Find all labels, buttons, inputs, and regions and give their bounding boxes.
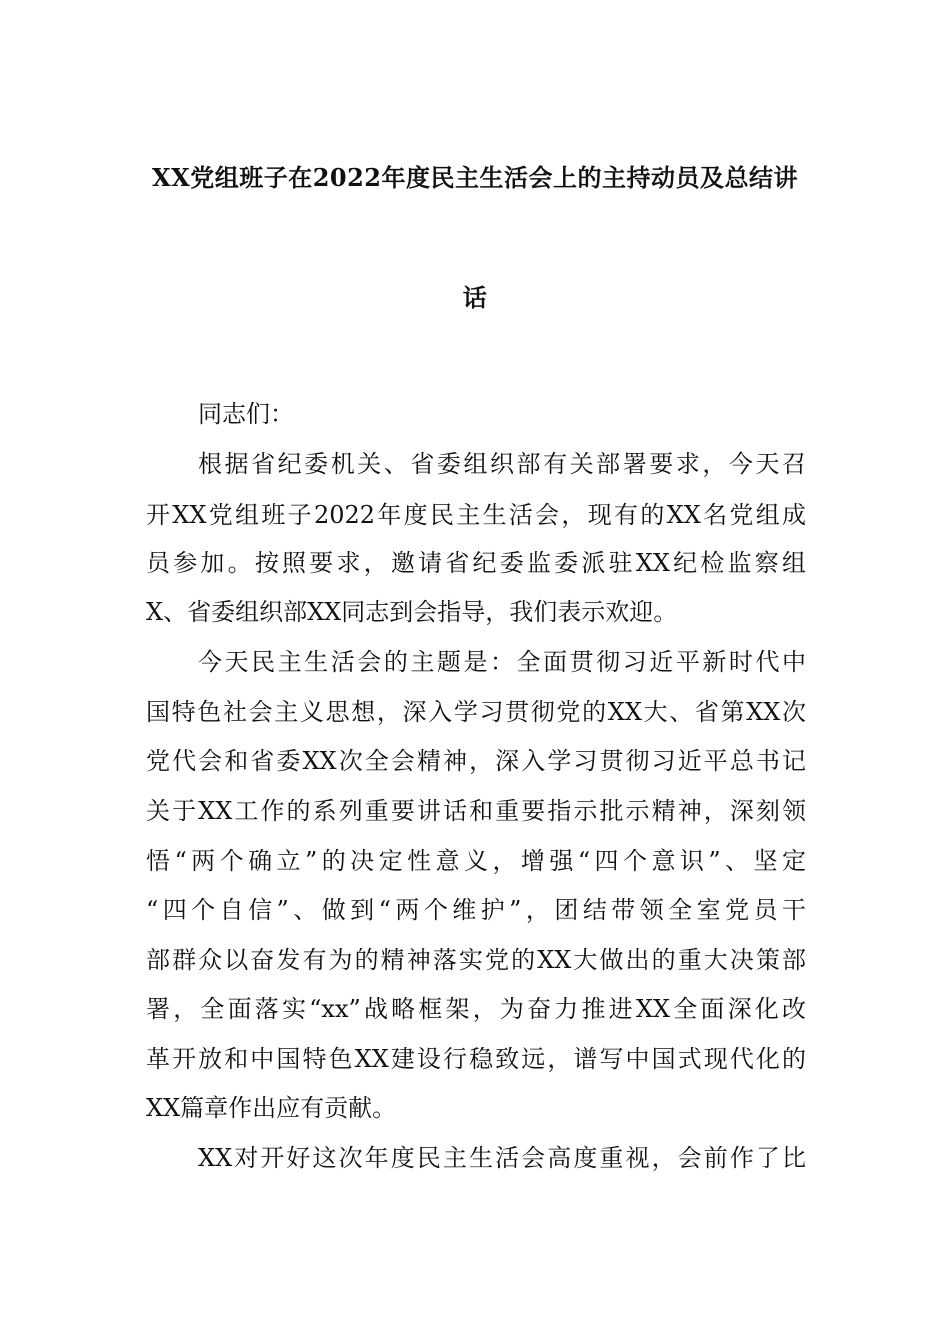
body-line: 根据省纪委机关、省委组织部有关部署要求，今天召	[198, 450, 806, 478]
body-line: 部群众以奋发有为的精神落实党的XX大做出的重大决策部	[146, 946, 806, 974]
body-line: XX篇章作出应有贡献。	[146, 1094, 397, 1122]
body-line: 署，全面落实“xx”战略框架，为奋力推进XX全面深化改	[146, 995, 806, 1023]
body-line: 悟“两个确立”的决定性意义，增强“四个意识”、坚定	[146, 847, 806, 875]
body-line: 革开放和中国特色XX建设行稳致远，谱写中国式现代化的	[146, 1045, 806, 1073]
document-title-line-2: 话	[462, 283, 488, 312]
body-line: 今天民主生活会的主题是：全面贯彻习近平新时代中	[198, 648, 806, 676]
salutation: 同志们：	[198, 400, 294, 428]
body-line: XX对开好这次年度民主生活会高度重视，会前作了比	[198, 1144, 806, 1172]
body-line: 国特色社会主义思想，深入学习贯彻党的XX大、省第XX次	[146, 698, 806, 726]
body-line: 开XX党组班子2022年度民主生活会，现有的XX名党组成	[146, 501, 806, 529]
body-line: X、省委组织部XX同志到会指导，我们表示欢迎。	[146, 598, 678, 626]
body-line: “四个自信”、做到“两个维护”，团结带领全室党员干	[146, 896, 806, 924]
body-line: 员参加。按照要求，邀请省纪委监委派驻XX纪检监察组	[146, 549, 806, 577]
body-line: 关于XX工作的系列重要讲话和重要指示批示精神，深刻领	[146, 797, 806, 825]
body-line: 党代会和省委XX次全会精神，深入学习贯彻习近平总书记	[146, 747, 806, 775]
document-title-line-1: XX党组班子在2022年度民主生活会上的主持动员及总结讲	[151, 163, 799, 192]
